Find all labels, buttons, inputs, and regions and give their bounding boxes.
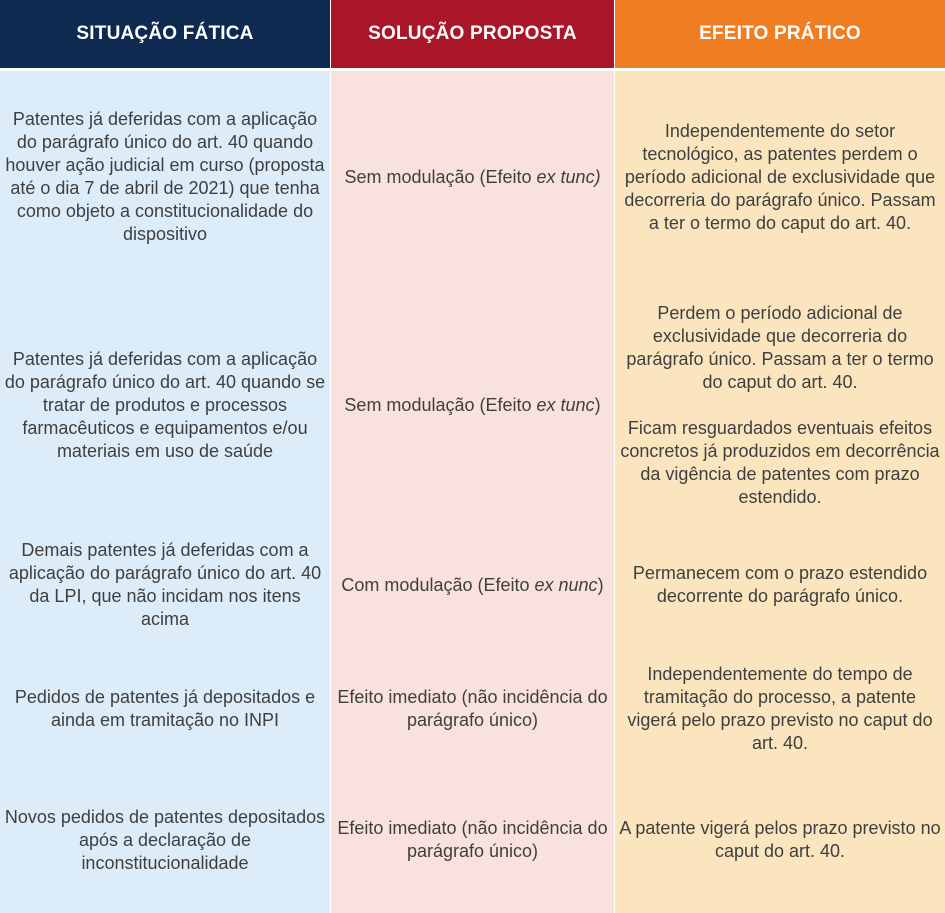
- situacao-cell-5: [0, 775, 330, 905]
- efeito-cell-3: [615, 527, 945, 643]
- solucao-header: SOLUÇÃO PROPOSTA: [331, 0, 614, 68]
- solucao-text-4: [335, 686, 610, 732]
- solucao-text-1: [344, 166, 600, 189]
- efeito-text-2a: Perdem o período adicional de exclusividade que decorreria do parágrafo único. Passam a ter o termo do caput do art. 40.: [626, 302, 934, 392]
- paragraph-gap: [619, 394, 941, 417]
- solucao-suffix-2: ): [594, 394, 601, 415]
- solucao-text-3: [341, 574, 603, 597]
- situacao-cell-4: [0, 643, 330, 775]
- solucao-cell-1: [331, 71, 614, 283]
- efeito-cell-5: [615, 775, 945, 905]
- situacao-text-5: Novos pedidos de patentes depositados após a declaração de inconstitucionalidade: [4, 806, 326, 873]
- efeito-cell-1: [615, 71, 945, 283]
- solucao-prefix-5: Efeito imediato (não incidência do parágrafo único): [337, 818, 608, 861]
- situacao-header: SITUAÇÃO FÁTICA: [0, 0, 330, 68]
- situacao-text-4: Pedidos de patentes já depositados e ainda em tramitação no INPI: [14, 687, 316, 730]
- solucao-italic-3: ex nunc: [534, 574, 598, 595]
- situacao-text-3: Demais patentes já deferidas com a aplicação do parágrafo único do art. 40 da LPI, que não incidam nos itens acima: [8, 540, 322, 629]
- situacao-text-2: Patentes já deferidas com a aplicação do parágrafo único do art. 40 quando se tratar de produtos e processos farmacêuticos e equipamentos e/ou materiais em uso de saúde: [4, 348, 326, 461]
- solucao-prefix-1: Sem modulação (Efeito: [344, 166, 537, 187]
- efeito-column: [615, 0, 945, 913]
- solucao-text-2: [344, 394, 600, 417]
- solucao-cell-3: [331, 527, 614, 643]
- solucao-prefix-4: Efeito imediato (não incidência do parágrafo único): [337, 687, 608, 730]
- efeito-cell-4: [615, 643, 945, 775]
- efeito-cell-2: [615, 283, 945, 527]
- solucao-italic-2: ex tunc: [536, 394, 595, 415]
- situacao-body: [0, 71, 330, 913]
- situacao-cell-2: [0, 283, 330, 527]
- solucao-italic-1: ex tunc): [536, 166, 601, 187]
- situacao-column: [0, 0, 330, 913]
- efeito-text-4: Independentemente do tempo de tramitação do processo, a patente vigerá pelo prazo previsto no caput do art. 40.: [627, 664, 933, 753]
- solucao-prefix-2: Sem modulação (Efeito: [344, 394, 537, 415]
- efeito-text-1: Independentemente do setor tecnológico, as patentes perdem o período adicional de exclusividade que decorreria do parágrafo único. Passam a ter o termo do caput do art. 40.: [624, 120, 936, 233]
- efeito-text-5: A patente vigerá pelos prazo previsto no caput do art. 40.: [619, 818, 941, 861]
- efeito-cell-2-content: [619, 302, 941, 509]
- situacao-text-1: Patentes já deferidas com a aplicação do parágrafo único do art. 40 quando houver ação judicial em curso (proposta até o dia 7 de abril de 2021) que tenha como objeto a constitucionalidade do dispositivo: [5, 109, 325, 244]
- efeito-body: [615, 71, 945, 913]
- solucao-cell-4: [331, 643, 614, 775]
- situacao-cell-1: [0, 71, 330, 283]
- solucao-suffix-3: ): [597, 574, 604, 595]
- efeito-text-2b: Ficam resguardados eventuais efeitos concretos já produzidos em decorrência da vigência de patentes com prazo estendido.: [620, 417, 940, 507]
- solucao-cell-2: [331, 283, 614, 527]
- solucao-body: [331, 71, 614, 913]
- efeito-text-3: Permanecem com o prazo estendido decorrente do parágrafo único.: [632, 563, 928, 606]
- solucao-text-5: [335, 817, 610, 863]
- situacao-cell-3: [0, 527, 330, 643]
- efeito-header: EFEITO PRÁTICO: [615, 0, 945, 68]
- solucao-column: [331, 0, 614, 913]
- solucao-prefix-3: Com modulação (Efeito: [341, 574, 535, 595]
- solucao-cell-5: [331, 775, 614, 905]
